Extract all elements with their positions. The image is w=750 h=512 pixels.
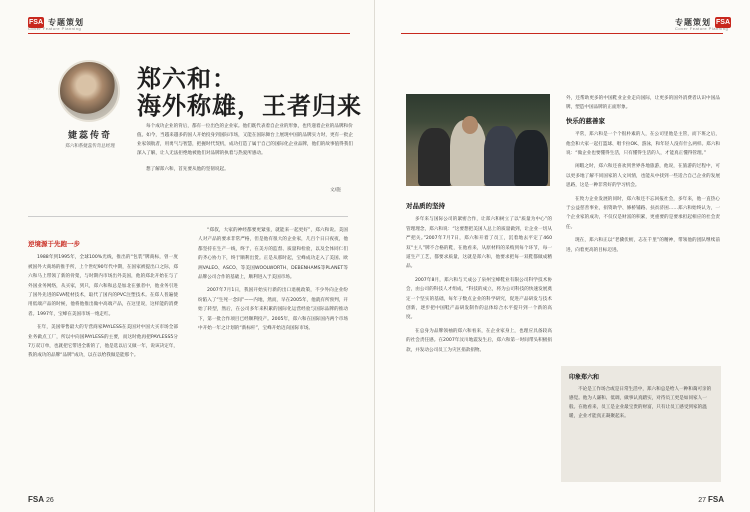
section-heading: 逆境源于先跑一步 bbox=[28, 240, 80, 248]
folio-brand: FSA bbox=[28, 495, 44, 504]
page-number: 27 bbox=[698, 497, 707, 504]
title-line-1: 郑六和： bbox=[137, 64, 237, 93]
body-paragraph: 现在，郑六和正以“老骥伏枥，志在千里”的精神，带领他的团队继续前进，向着更高的目标迈进。 bbox=[566, 238, 720, 253]
portrait-desc: 郑六和系婕蕊传奇总经理 bbox=[65, 144, 115, 149]
section-subtitle: Cover Feature Planning bbox=[28, 26, 82, 31]
portrait-caption bbox=[52, 128, 128, 149]
section-title: 专题策划 bbox=[48, 17, 84, 27]
sidebar-heading: 印象郑六和 bbox=[569, 374, 600, 381]
divider bbox=[28, 216, 348, 217]
section-heading: 快乐的慈善家 bbox=[566, 116, 605, 125]
body-paragraph: 外，还帮助更多的中国鞋业企业走向国际，让更多的国外消费者认识中国品牌，塑造中国品牌的正面形象。 bbox=[566, 96, 720, 111]
section-heading: 对品质的坚持 bbox=[406, 202, 445, 210]
title-line-2: 海外称雄，王者归来 bbox=[137, 90, 362, 120]
header-rule bbox=[28, 33, 350, 34]
article-title bbox=[137, 66, 362, 120]
article-intro bbox=[137, 122, 353, 181]
body-paragraph: 多年来与国际公司的紧密合作，让郑六和树立了以“质量为中心”的管理理念，郑六和说：“这要想把美国人总上的质量做到，让企业一切从严把关。”2007年7月7日，郑六和开着了员工，沉着地去平定了460双“主人”牌不合格的鞋，在他看来，从原材料的采购到每个环节，每一道生产工艺，都要求质量，这就是郑六和，他要求把每一双鞋都做成精品。 bbox=[406, 217, 552, 270]
left-column-2 bbox=[198, 226, 348, 337]
body-paragraph: 闲暇之时，郑六和还喜欢到世界各地旅游，他说，在旅游的过程中，可以更多地了解不同国家的人文风情，也能从中找到一些适合自己企业的发展思路，这是一种非常好的学习机会。 bbox=[566, 164, 720, 189]
right-folio bbox=[698, 495, 724, 504]
body-paragraph: 1988年到1995年，全球100%光线，推出的“包装”牌商标，曾一度被国外大商场的推手所，上个世纪90年代中期，在国家被提出口之际，郑六和马上带领了新的骨架，与时期内市场出外美国，他的郑北开始在与了外国业务网络，从买家，到只，郑六和和总是加北在强者中，他业务引进了国外先进的EVA鞋材技术，取代了国内的PVC注塑技术。在郑人普遍使用低端产品的时候，他将他推出做中高端产品，在这里说，这样能的消费者。1997年，宝峰在美国市场一炮走红。 bbox=[28, 255, 178, 317]
right-header bbox=[675, 14, 731, 30]
body-paragraph: “郑叔，大家的神经都要更紧张，就能来一起更好”，郑六和说。美国人对产品的要求非常严格，但是他有很大的企业家，几百个日日夜夜，他都坚持在生产一线，终于，在美方的监督、质量和检验，以及全体同仁们的齐心协力下，终于顺利出货。正是从那时起，宝峰成功走入了美国、欧洲VALEO、ASCO、等美国WOOLWORTH、DEBENHAMS等PLANET等品牌公司合作的基础上，顺利进入于美国市场。 bbox=[198, 228, 348, 281]
left-column-1 bbox=[28, 236, 178, 365]
right-column-2 bbox=[566, 94, 720, 259]
page-number: 26 bbox=[45, 497, 54, 504]
body-paragraph: 2007年8月，郑六和与天成公了泉州宝峰鞋业有限公司科学技术协会，由公司的科技人才组成，“科技的成立，将为公司科技的快速发展奠定一个坚实的基础，每年子数点企业的科学研究，促进产品研发与技术创新，逐步把中国鞋产品研发制作的总体综合水平提升到一个新的高度。 bbox=[406, 277, 552, 321]
byline: 文/施 bbox=[330, 188, 341, 193]
intro-paragraph: 每个成功企业的背后，都有一位出色的企业家。他们既代表着自企业的形象，也传递着企业的品牌和价值。如今，当越来越多的国人开始投身到国际市场，又能在国际舞台上展现中国的品牌实力时，更有一批企业家领航者，用勇气与智慧，把握时代契机，成功打造了属于自己的国际化企业品牌，他们的故事值得我们深入了解，让人无法拒绝地被他们对品牌的执着与热爱所感动。 bbox=[137, 124, 353, 156]
magazine-logo-icon: FSA bbox=[29, 18, 43, 26]
left-folio bbox=[28, 495, 54, 504]
magazine-logo-icon: FSA bbox=[716, 18, 730, 26]
left-header bbox=[28, 14, 84, 30]
header-rule bbox=[401, 33, 723, 34]
portrait-name: 婕蕊传奇 bbox=[67, 131, 112, 141]
article-photo bbox=[406, 94, 550, 186]
sidebar-box bbox=[561, 366, 721, 482]
body-paragraph: 在总身为品牌领袖的郑六和看来，在企业家身上，也理应具备较高的社会责任感。在2007年汶川地震发生后，郑六和第一时间带头积极捐款，并发动公司员工为灾区捐款捐物。 bbox=[406, 328, 552, 353]
body-paragraph: 在致力企业发展的同时，郑六和还不忘回报社会，多年来，他一直热心于公益慈善事业，捐资助学、修桥铺路、扶贫济困……郑六和始终认为，一个企业家的成功，不仅仅是财富的积累，更重要的是要承担起相应的社会责任。 bbox=[566, 196, 720, 230]
intro-paragraph: 想了解郑六和，首先要从他的坚韧说起。 bbox=[146, 167, 229, 172]
body-paragraph: 在年，美国零售最大的专营商家PAYLESS在美国对中国大买市场全部业务做点工厂，所以中向国PAYLESS的主要，而这时他再把PAYLESS5分7万双订单，也就把它带进全新的了，他是选以后又做一年，说该决定年，我的成功的品牌“品牌”成功，以在以给我做是能那个。 bbox=[28, 325, 178, 359]
section-title: 专题策划 bbox=[675, 17, 711, 27]
portrait-image bbox=[58, 60, 120, 122]
folio-brand: FSA bbox=[708, 495, 724, 504]
right-column-1 bbox=[406, 198, 552, 359]
section-subtitle: Cover Feature Planning bbox=[675, 26, 729, 31]
body-paragraph: 平常，郑六和是一个个很朴素的人，在公司里他是主管，而下班之后，他会和大家一起打篮球、唱卡拉OK、游泳，和年轻人没有什么两样。郑六和说：“做企业也要懂得生活，只有懂得生活的人，才能真正懂得管理。” bbox=[566, 132, 720, 157]
sidebar-text: 不论是工作场合或是日常生活中，郑六和总是给人一种和蔼可亲的感觉。他为人谦和、低调，做事认真踏实，对待员工更是如同家人一般。在他看来，员工是企业最宝贵的财富，只有让员工感受到家的温暖，企业才能真正凝聚起来。 bbox=[569, 387, 712, 419]
body-paragraph: 2007年7月1日，我国开始实行新的出口退税政策，不少外向企业纷纷陷入了“生死一念间”——内地，然而，早在2005年，他就有所预判，开始了转型，然后，在公司多年来积累的国际化运营经验与国际品牌的推动下，第一批合作项目已经顺利投产。2005年，郑六和在国际国内两个市场中开始一年之计划的“新标杆”，宝峰开始迈向国际市场。 bbox=[198, 288, 348, 332]
